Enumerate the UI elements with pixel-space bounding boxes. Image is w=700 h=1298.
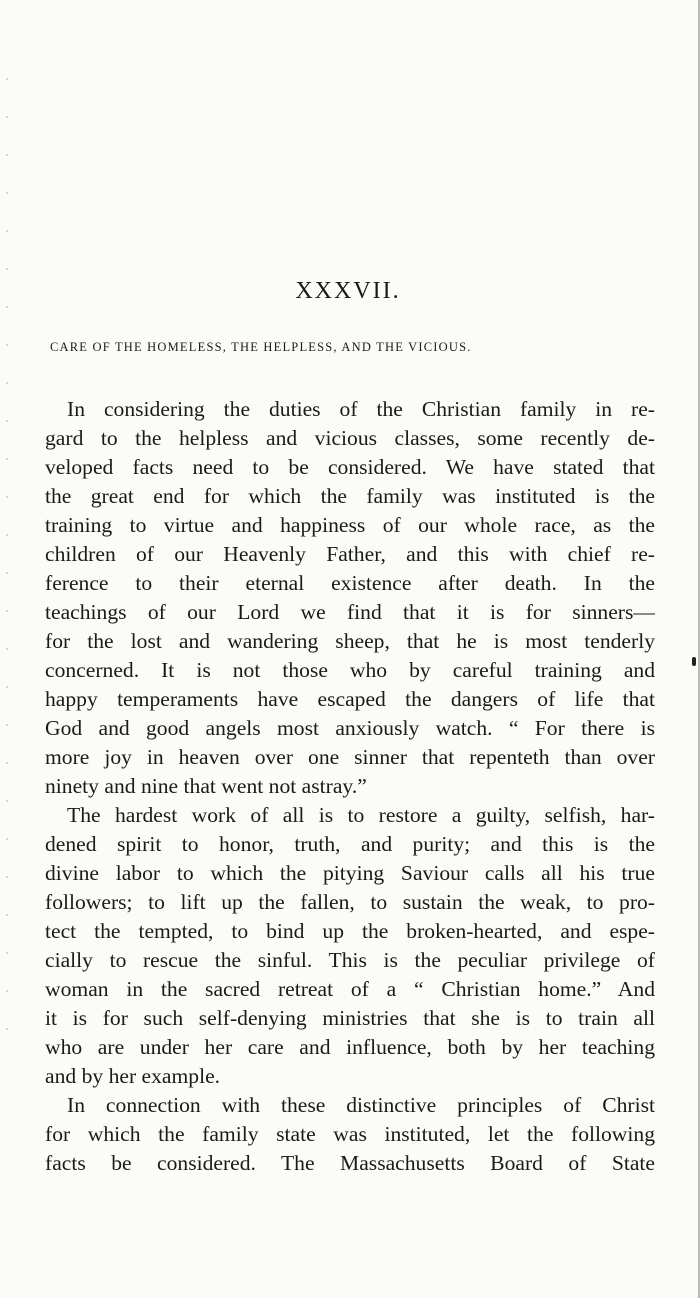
page-edge-specks [4, 60, 10, 1060]
text-line: teachings of our Lord we find that it is for sinners— [45, 600, 655, 624]
chapter-number: XXXVII. [295, 278, 401, 304]
text-line: the great end for which the family was instituted is the [45, 484, 655, 508]
text-line: cially to rescue the sinful. This is the peculiar privilege of [45, 948, 655, 972]
text-line: divine labor to which the pitying Saviour calls all his true [45, 861, 655, 885]
text-line: happy temperaments have escaped the dangers of life that [45, 687, 655, 711]
text-line: concerned. It is not those who by careful training and [45, 658, 655, 682]
text-line: more joy in heaven over one sinner that repenteth than over [45, 745, 655, 769]
text-line: veloped facts need to be considered. We have stated that [45, 455, 655, 479]
margin-ink-mark [692, 657, 696, 666]
text-line: In connection with these distinctive principles of Christ [67, 1093, 655, 1117]
text-line: The hardest work of all is to restore a guilty, selfish, har- [67, 803, 655, 827]
text-line: training to virtue and happiness of our whole race, as the [45, 513, 655, 537]
text-line: who are under her care and influence, both by her teaching [45, 1035, 655, 1059]
text-line: In considering the duties of the Christian family in re- [67, 397, 655, 421]
body-text [45, 395, 655, 1178]
text-line: tect the tempted, to bind up the broken-hearted, and espe- [45, 919, 655, 943]
text-line: it is for such self-denying ministries that she is to train all [45, 1006, 655, 1030]
text-line: God and good angels most anxiously watch. “ For there is [45, 716, 655, 740]
text-line: ninety and nine that went not astray.” [45, 774, 367, 798]
text-line: followers; to lift up the fallen, to sustain the weak, to pro- [45, 890, 655, 914]
text-line: for the lost and wandering sheep, that he is most tenderly [45, 629, 655, 653]
chapter-title: CARE OF THE HOMELESS, THE HELPLESS, AND THE VICIOUS. [50, 340, 472, 354]
text-line: children of our Heavenly Father, and this with chief re- [45, 542, 655, 566]
text-line: and by her example. [45, 1064, 221, 1088]
text-line: woman in the sacred retreat of a “ Christian home.” And [45, 977, 655, 1001]
text-line: dened spirit to honor, truth, and purity; and this is the [45, 832, 655, 856]
text-line: for which the family state was instituted, let the following [45, 1122, 655, 1146]
text-line: gard to the helpless and vicious classes, some recently de- [45, 426, 655, 450]
text-line: ference to their eternal existence after death. In the [45, 571, 655, 595]
text-line: facts be considered. The Massachusetts Board of State [45, 1151, 655, 1175]
